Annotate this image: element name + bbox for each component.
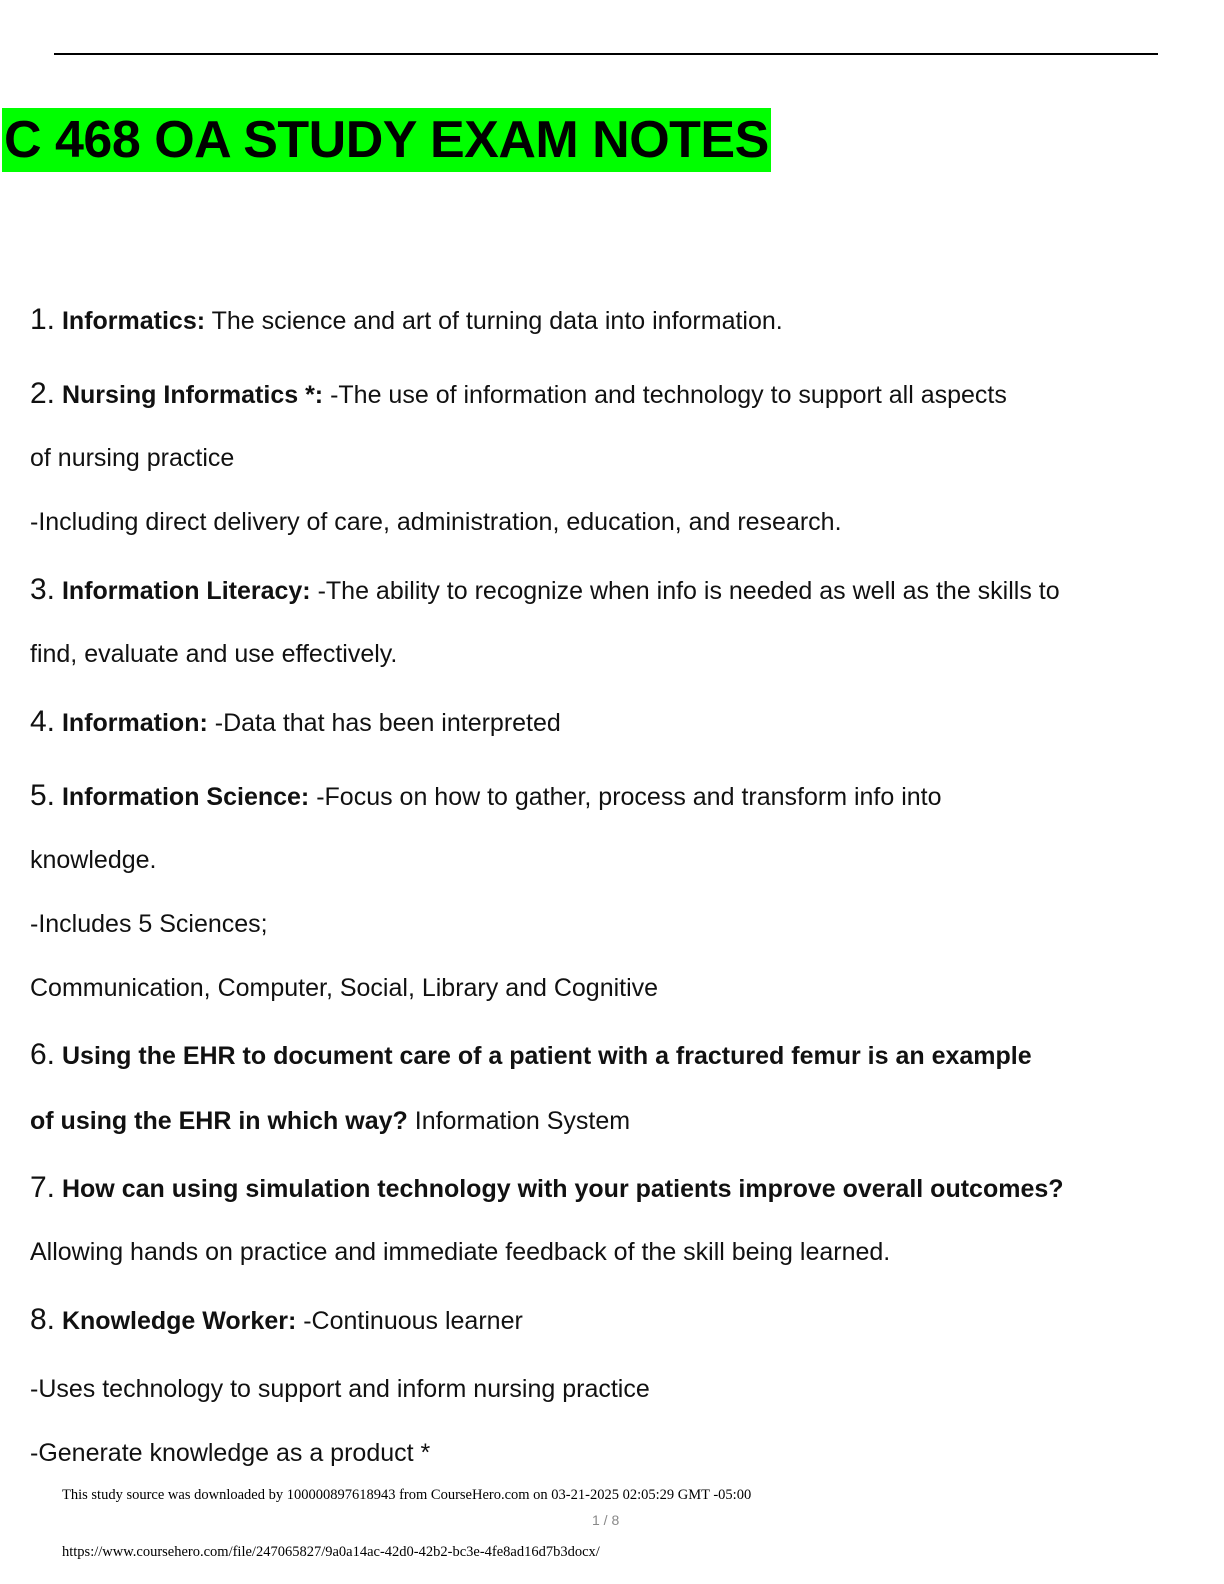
item-term: Information: <box>61 709 208 737</box>
item-continuation: -Includes 5 Sciences; <box>30 910 268 938</box>
item-term: How can using simulation technology with your patients improve overall outcomes? <box>61 1175 1064 1203</box>
item-text: -Continuous learner <box>296 1307 523 1335</box>
page-indicator: 1 / 8 <box>592 1512 620 1528</box>
item-term: Informatics: <box>61 307 206 335</box>
item-term: Using the EHR to document care of a patient with a fractured femur is an example <box>61 1042 1032 1070</box>
item-continuation <box>30 1105 630 1137</box>
item-text: -The use of information and technology to support all aspects <box>323 381 1007 409</box>
list-item-2 <box>30 378 1007 411</box>
item-continuation: knowledge. <box>30 846 157 874</box>
document-title: C 468 OA STUDY EXAM NOTES <box>2 108 771 172</box>
item-continuation: -Uses technology to support and inform nursing practice <box>30 1375 650 1403</box>
item-continuation: Communication, Computer, Social, Library and Cognitive <box>30 974 659 1002</box>
list-item-5 <box>30 780 942 813</box>
list-item-4 <box>30 706 561 739</box>
item-number: 5. <box>30 779 56 812</box>
item-number: 3. <box>30 573 56 606</box>
top-rule <box>54 53 1158 55</box>
item-text: -Data that has been interpreted <box>207 709 561 737</box>
item-text: The science and art of turning data into information. <box>205 307 783 335</box>
item-continuation: of nursing practice <box>30 444 235 472</box>
item-number: 2. <box>30 377 56 410</box>
item-continuation: -Including direct delivery of care, administration, education, and research. <box>30 508 842 536</box>
item-number: 4. <box>30 705 56 738</box>
item-number: 6. <box>30 1038 56 1071</box>
source-url-link[interactable]: https://www.coursehero.com/file/247065827/9a0a14ac-42d0-42b2-bc3e-4fe8ad16d7b3docx/ <box>62 1544 600 1560</box>
list-item-7 <box>30 1172 1064 1205</box>
list-item-8 <box>30 1304 523 1337</box>
item-text: -The ability to recognize when info is needed as well as the skills to <box>310 577 1060 605</box>
item-number: 1. <box>30 303 56 336</box>
item-term-line2: of using the EHR in which way? <box>30 1107 408 1135</box>
list-item-3 <box>30 574 1060 607</box>
item-number: 8. <box>30 1303 56 1336</box>
item-term: Information Science: <box>61 783 310 811</box>
list-item-6 <box>30 1039 1032 1072</box>
item-term: Nursing Informatics *: <box>61 381 324 409</box>
item-continuation: Allowing hands on practice and immediate feedback of the skill being learned. <box>30 1238 891 1266</box>
item-text: Information System <box>407 1107 631 1135</box>
item-continuation: -Generate knowledge as a product * <box>30 1439 431 1467</box>
item-term: Knowledge Worker: <box>61 1307 297 1335</box>
item-term: Information Literacy: <box>61 577 311 605</box>
list-item-1 <box>30 304 783 337</box>
item-continuation: find, evaluate and use effectively. <box>30 640 398 668</box>
item-text: -Focus on how to gather, process and transform info into <box>309 783 942 811</box>
item-number: 7. <box>30 1171 56 1204</box>
source-notice: This study source was downloaded by 100000897618943 from CourseHero.com on 03-21-2025 02:05:29 GMT -05:00 <box>62 1487 752 1503</box>
